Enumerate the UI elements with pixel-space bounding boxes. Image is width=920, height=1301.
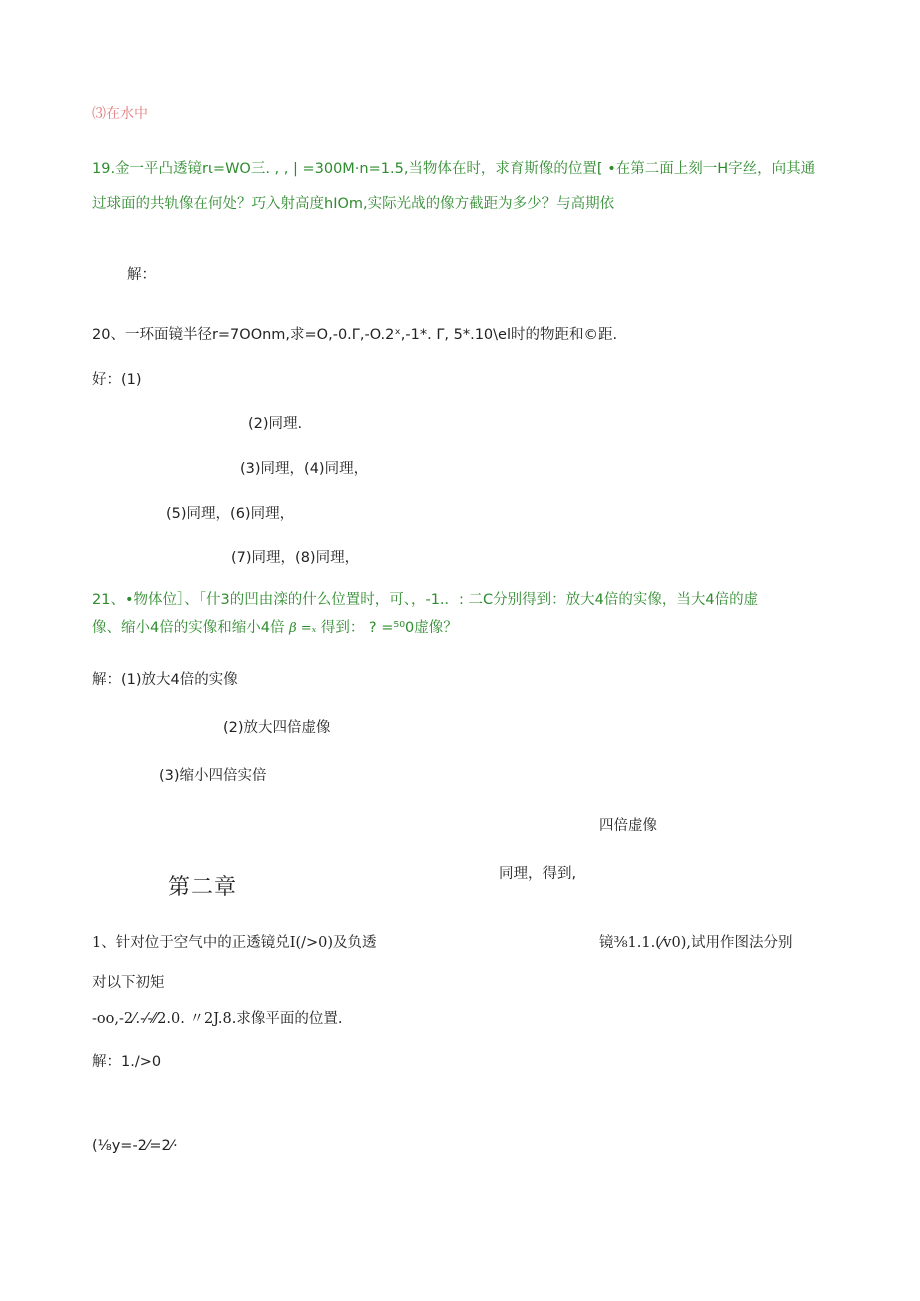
problem-21-line-1: 21、•物体位］、「什3的凹由滦的什么位置时，可、，-1.．: 二C分别得到：放大4倍的实像，当大4倍的虚 [92, 592, 759, 608]
problem-21-line-2 [92, 618, 458, 639]
answer-20-part-3-4: (3)同理，(4)同理， [240, 461, 369, 477]
problem-19-line-1: 19.金一平凸透镜rι=WO三. , , | =300M·n=1.5,当物体在时，求育斯像的位置[ •在第二面上刻一H字丝，向其通 [92, 161, 816, 177]
answer-21-part-3: (3)缩小四倍实倍 [159, 768, 267, 784]
problem-21-beta-formula: β =ₓ [289, 621, 317, 636]
answer-21-part-4: 四倍虚像 [599, 818, 657, 834]
similarly-obtained: 同理，得到, [499, 866, 577, 882]
item-3-in-water: ⑶在水中 [92, 106, 148, 122]
answer-21-part-1: 解：(1)放大4倍的实像 [92, 672, 238, 688]
chapter2-problem-1-line-1a: 1、针对位于空气中的正透镜兑I(/>0)及负透 [92, 935, 377, 951]
problem-21-text-a: 像、缩小4倍的实像和缩小4倍 [92, 620, 285, 636]
solution-label: 解： [127, 267, 156, 283]
problem-19-line-2: 过球面的共轨像在何处？巧入射高度hIOm,实际光战的像方截距为多少？与高期依 [92, 196, 615, 212]
answer-20-part-7-8: (7)同理，(8)同理， [231, 550, 360, 566]
answer-21-part-2: (2)放大四倍虚像 [223, 720, 331, 736]
answer-20-part-5-6: (5)同理，(6)同理， [166, 506, 295, 522]
chapter2-problem-1-line-3: -oo,-2⁄.-⁄-⁄⁄2.0. 〃2J.8.求像平面的位置. [92, 1011, 343, 1027]
problem-21-text-b: 得到： ? =⁵⁰0虚像？ [320, 620, 458, 636]
chapter-title: 第二章 [168, 875, 238, 900]
problem-20: 20、一环面镜半径r=7OOnm,求=O,-0.Γ,-O.2ˣ,-1*. Γ, 5*.10\el时的物距和©距. [92, 327, 618, 343]
chapter2-problem-1-line-1b: 镜⅜1.1.(⁄v0),试用作图法分别 [599, 935, 793, 951]
answer-20-part-1: 好：(1) [92, 372, 142, 388]
chapter2-problem-1-line-2: 对以下初矩 [92, 975, 165, 991]
answer-20-part-2: (2)同理. [248, 416, 303, 432]
chapter2-formula: (⅛y=-2⁄=2⁄· [92, 1138, 178, 1154]
chapter2-solution-1: 解：1./>0 [92, 1054, 162, 1070]
